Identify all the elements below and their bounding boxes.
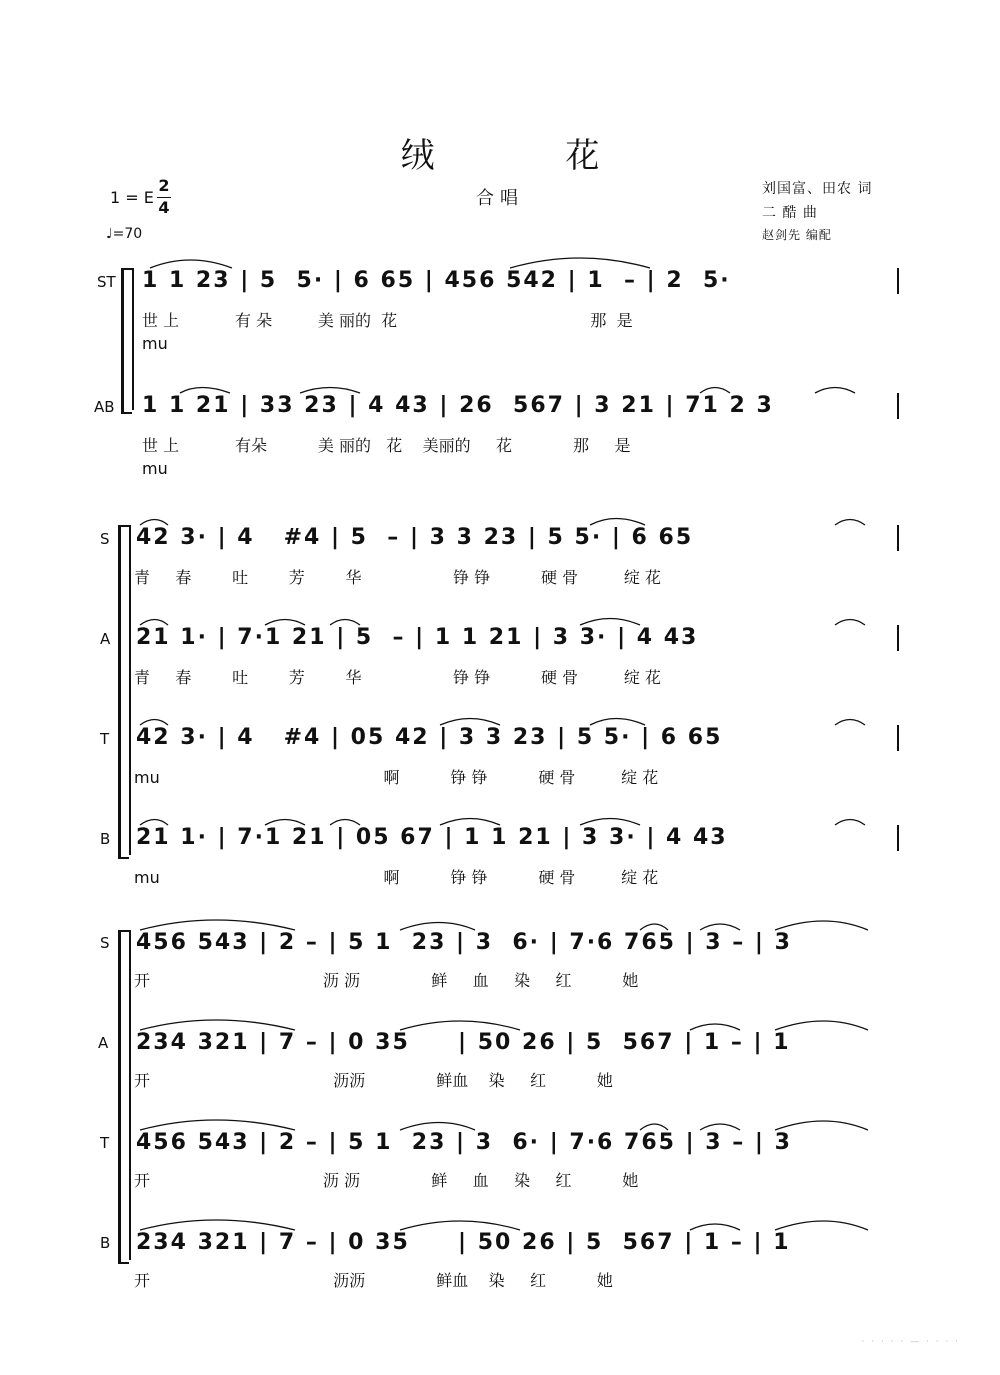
time-signature-bottom: 4 xyxy=(158,198,170,217)
voice-label-ab: AB xyxy=(94,398,115,416)
a2-lyrics: 青 春 吐 芳 华 铮 铮 硬 骨 绽 花 xyxy=(134,668,661,687)
voice-label-a3: A xyxy=(98,1034,109,1052)
key-signature: 1 = E xyxy=(110,188,154,207)
b3-notes: 234 321 | 7 – | 0 35 | 50 26 | 5 567 | 1 – | 1 xyxy=(136,1230,791,1255)
t3-notes: 456 543 | 2 – | 5 1 23 | 3 6· | 7·6 765 | 3 – | 3 xyxy=(136,1130,792,1155)
voice-label-st: ST xyxy=(97,273,116,291)
voice-label-t2: T xyxy=(100,730,110,748)
ab-mu: mu xyxy=(142,459,168,478)
st-notes: 1 1 23 | 5 5· | 6 65 | 456 542 | 1 – | 2 5· xyxy=(142,268,731,293)
credit-composer: 二 酷 曲 xyxy=(762,205,818,221)
voice-label-s3: S xyxy=(100,934,110,952)
time-signature-top: 2 xyxy=(158,176,170,195)
voice-label-s2: S xyxy=(100,530,110,548)
t3-lyrics: 开 沥 沥 鲜 血 染 红 她 xyxy=(134,1171,639,1190)
b2-lyrics: mu 啊 铮 铮 硬 骨 绽 花 xyxy=(134,868,659,887)
b3-lyrics: 开 沥沥 鲜血 染 红 她 xyxy=(134,1271,613,1290)
voice-label-t3: T xyxy=(100,1134,110,1152)
b2-notes: 21 1· | 7·1 21 | 05 67 | 1 1 21 | 3 3· | 4 43 xyxy=(136,825,728,850)
tempo-marking: ♩=70 xyxy=(106,226,143,242)
s3-lyrics: 开 沥 沥 鲜 血 染 红 她 xyxy=(134,971,639,990)
song-title: 绒 花 xyxy=(400,136,660,176)
s2-lyrics: 青 春 吐 芳 华 铮 铮 硬 骨 绽 花 xyxy=(134,568,661,587)
t2-lyrics: mu 啊 铮 铮 硬 骨 绽 花 xyxy=(134,768,659,787)
st-mu: mu xyxy=(142,334,168,353)
voice-label-b2: B xyxy=(100,830,111,848)
ab-notes: 1 1 21 | 33 23 | 4 43 | 26 567 | 3 21 | 71 2 3 xyxy=(142,393,774,418)
voice-label-b3: B xyxy=(100,1234,111,1252)
credit-lyricist: 刘国富、田农 词 xyxy=(762,181,873,197)
s2-notes: 42 3· | 4 #4 | 5 – | 3 3 23 | 5 5· | 6 65 xyxy=(136,525,694,550)
a3-notes: 234 321 | 7 – | 0 35 | 50 26 | 5 567 | 1 – | 1 xyxy=(136,1030,791,1055)
ab-lyrics: 世 上 有朵 美 丽的 花 美丽的 花 那 是 xyxy=(142,436,631,455)
watermark-mark: · · · · · — · · · · xyxy=(861,1337,960,1347)
a2-notes: 21 1· | 7·1 21 | 5 – | 1 1 21 | 3 3· | 4 43 xyxy=(136,625,699,650)
subtitle: 合唱 xyxy=(476,188,524,209)
a3-lyrics: 开 沥沥 鲜血 染 红 她 xyxy=(134,1071,613,1090)
s3-notes: 456 543 | 2 – | 5 1 23 | 3 6· | 7·6 765 | 3 – | 3 xyxy=(136,930,792,955)
t2-notes: 42 3· | 4 #4 | 05 42 | 3 3 23 | 5 5· | 6 65 xyxy=(136,725,723,750)
st-lyrics: 世 上 有 朵 美 丽的 花 那 是 xyxy=(142,311,633,330)
voice-label-a2: A xyxy=(100,630,111,648)
credit-arranger: 赵剑先 编配 xyxy=(762,228,832,242)
